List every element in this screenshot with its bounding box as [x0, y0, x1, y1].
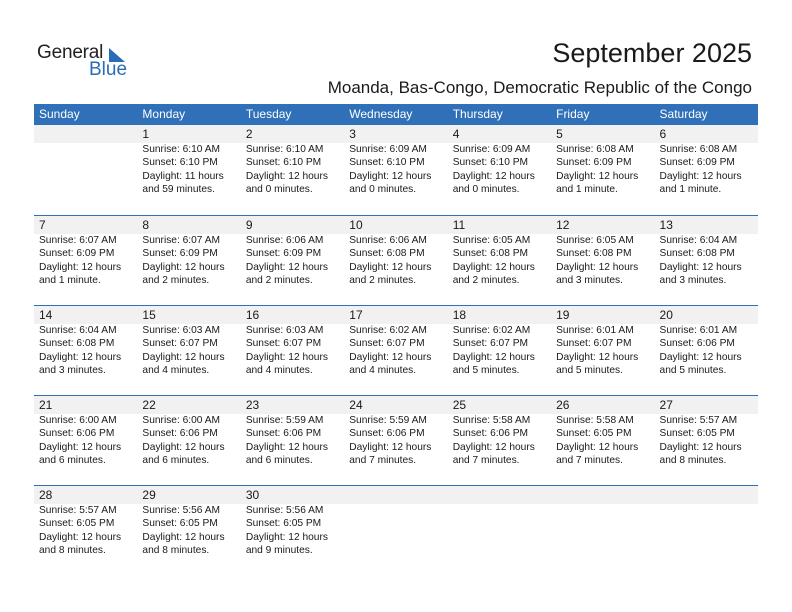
- daylight-minutes: and 1 minute.: [659, 184, 722, 196]
- calendar-week-row: [34, 485, 758, 575]
- day-sun-info: [34, 324, 137, 378]
- daylight-hours: Daylight: 12 hours: [39, 441, 122, 453]
- daylight-hours: Daylight: 12 hours: [556, 170, 639, 182]
- day-number: [551, 486, 654, 504]
- day-number: 18: [448, 306, 551, 324]
- daylight-hours: Daylight: 12 hours: [245, 441, 328, 453]
- sunset-time: Sunset: 6:08 PM: [452, 248, 529, 260]
- sunrise-time: Sunrise: 6:10 AM: [142, 144, 221, 155]
- daylight-hours: Daylight: 12 hours: [245, 351, 328, 363]
- calendar-day-cell: [655, 396, 758, 485]
- daylight-minutes: and 5 minutes.: [659, 365, 727, 377]
- daylight-hours: Daylight: 12 hours: [245, 261, 328, 273]
- day-sun-info: [137, 414, 240, 468]
- daylight-hours: Daylight: 12 hours: [245, 531, 328, 543]
- sunset-time: Sunset: 6:08 PM: [659, 248, 735, 260]
- day-number: 29: [137, 486, 240, 504]
- day-number: 15: [137, 306, 240, 324]
- calendar-day-cell: [655, 306, 758, 395]
- day-number: 24: [344, 396, 447, 414]
- calendar-day-cell: [551, 125, 654, 214]
- daylight-minutes: and 4 minutes.: [349, 365, 417, 377]
- day-sun-info: [655, 324, 758, 378]
- sunset-time: Sunset: 6:10 PM: [349, 157, 425, 169]
- daylight-hours: Daylight: 12 hours: [659, 351, 742, 363]
- sunset-time: Sunset: 6:07 PM: [556, 338, 632, 350]
- daylight-minutes: and 4 minutes.: [142, 365, 210, 377]
- day-sun-info: [551, 143, 654, 197]
- sunset-time: Sunset: 6:07 PM: [349, 338, 425, 350]
- daylight-minutes: and 9 minutes.: [245, 545, 313, 557]
- calendar-week-row: [34, 215, 758, 305]
- calendar-day-cell: [137, 486, 240, 575]
- daylight-hours: Daylight: 12 hours: [349, 351, 432, 363]
- sunrise-time: Sunrise: 6:09 AM: [452, 144, 531, 155]
- day-number: 4: [448, 125, 551, 143]
- day-sun-info: [344, 414, 447, 468]
- day-number: 6: [655, 125, 758, 143]
- day-sun-info: [448, 143, 551, 197]
- day-sun-info: [551, 234, 654, 288]
- calendar-day-cell: [551, 306, 654, 395]
- calendar-day-cell: [344, 396, 447, 485]
- sunset-time: Sunset: 6:05 PM: [39, 518, 115, 530]
- sunrise-time: Sunrise: 6:00 AM: [142, 415, 221, 426]
- daylight-minutes: and 6 minutes.: [245, 455, 313, 467]
- sunrise-time: Sunrise: 6:00 AM: [39, 415, 117, 426]
- calendar-day-cell: [344, 125, 447, 214]
- day-number: 27: [655, 396, 758, 414]
- calendar-day-cell: [34, 396, 137, 485]
- daylight-minutes: and 3 minutes.: [659, 275, 727, 287]
- calendar-week-row: [34, 395, 758, 485]
- daylight-hours: Daylight: 12 hours: [142, 441, 225, 453]
- daylight-minutes: and 5 minutes.: [556, 365, 623, 377]
- day-number: [34, 125, 137, 143]
- sunrise-time: Sunrise: 6:10 AM: [245, 144, 324, 155]
- sunset-time: Sunset: 6:08 PM: [39, 338, 115, 350]
- sunset-time: Sunset: 6:09 PM: [659, 157, 735, 169]
- sunset-time: Sunset: 6:08 PM: [349, 248, 425, 260]
- sunset-time: Sunset: 6:06 PM: [39, 428, 115, 440]
- page-title: September 2025: [552, 38, 752, 68]
- daylight-hours: Daylight: 12 hours: [659, 441, 742, 453]
- sunrise-time: Sunrise: 6:03 AM: [142, 325, 221, 336]
- daylight-minutes: and 59 minutes.: [142, 184, 215, 196]
- day-number: 5: [551, 125, 654, 143]
- sunrise-time: Sunrise: 6:08 AM: [659, 144, 738, 155]
- sunset-time: Sunset: 6:06 PM: [349, 428, 425, 440]
- day-number: 17: [344, 306, 447, 324]
- sunrise-time: Sunrise: 5:57 AM: [659, 415, 738, 426]
- day-sun-info: [241, 324, 344, 378]
- calendar-day-cell: [34, 486, 137, 575]
- calendar-week-row: [34, 305, 758, 395]
- calendar-empty-cell: [655, 486, 758, 575]
- sunset-time: Sunset: 6:10 PM: [245, 157, 322, 169]
- day-sun-info: [241, 143, 344, 197]
- calendar-empty-cell: [34, 125, 137, 214]
- day-number: 13: [655, 216, 758, 234]
- sunrise-time: Sunrise: 6:07 AM: [142, 235, 221, 246]
- daylight-hours: Daylight: 12 hours: [142, 531, 225, 543]
- weekday-label: Tuesday: [245, 107, 292, 121]
- day-sun-info: [551, 414, 654, 468]
- daylight-minutes: and 7 minutes.: [349, 455, 417, 467]
- calendar-day-cell: [137, 396, 240, 485]
- daylight-minutes: and 6 minutes.: [39, 455, 106, 467]
- calendar-day-cell: [448, 125, 551, 214]
- day-number: 25: [448, 396, 551, 414]
- daylight-hours: Daylight: 12 hours: [452, 261, 535, 273]
- daylight-minutes: and 1 minute.: [556, 184, 618, 196]
- day-number: [448, 486, 551, 504]
- sunrise-time: Sunrise: 5:58 AM: [556, 415, 634, 426]
- day-sun-info: [137, 504, 240, 558]
- day-number: 30: [241, 486, 344, 504]
- sunrise-time: Sunrise: 6:02 AM: [349, 325, 427, 336]
- sunrise-time: Sunrise: 5:56 AM: [142, 505, 221, 516]
- sunset-time: Sunset: 6:07 PM: [142, 338, 218, 350]
- sunrise-time: Sunrise: 6:02 AM: [452, 325, 531, 336]
- daylight-hours: Daylight: 12 hours: [142, 351, 225, 363]
- daylight-hours: Daylight: 12 hours: [39, 261, 122, 273]
- calendar-day-cell: [241, 306, 344, 395]
- weeks-container: [34, 125, 758, 575]
- day-number: [655, 486, 758, 504]
- daylight-minutes: and 8 minutes.: [39, 545, 106, 557]
- daylight-minutes: and 8 minutes.: [659, 455, 727, 467]
- day-sun-info: [137, 143, 240, 197]
- day-number: 23: [241, 396, 344, 414]
- day-sun-info: [34, 414, 137, 468]
- daylight-minutes: and 2 minutes.: [349, 275, 417, 287]
- calendar-day-cell: [448, 306, 551, 395]
- calendar-week-row: [34, 125, 758, 215]
- calendar-empty-cell: [551, 486, 654, 575]
- sunset-time: Sunset: 6:10 PM: [452, 157, 529, 169]
- sunrise-time: Sunrise: 6:06 AM: [245, 235, 324, 246]
- sunset-time: Sunset: 6:05 PM: [245, 518, 322, 530]
- day-number: 7: [34, 216, 137, 234]
- daylight-minutes: and 3 minutes.: [556, 275, 623, 287]
- calendar-day-cell: [241, 396, 344, 485]
- day-number: 3: [344, 125, 447, 143]
- day-number: 14: [34, 306, 137, 324]
- location-subtitle: Moanda, Bas-Congo, Democratic Republic of the Congo: [327, 78, 752, 97]
- calendar-day-cell: [344, 216, 447, 305]
- day-sun-info: [655, 414, 758, 468]
- sunrise-time: Sunrise: 5:56 AM: [245, 505, 324, 516]
- day-sun-info: [448, 234, 551, 288]
- day-number: 8: [137, 216, 240, 234]
- weekday-label: Sunday: [39, 107, 80, 121]
- daylight-hours: Daylight: 12 hours: [556, 441, 639, 453]
- sunset-time: Sunset: 6:07 PM: [245, 338, 322, 350]
- day-number: [344, 486, 447, 504]
- day-sun-info: [34, 504, 137, 558]
- daylight-hours: Daylight: 12 hours: [349, 170, 432, 182]
- sunset-time: Sunset: 6:06 PM: [245, 428, 322, 440]
- day-sun-info: [655, 234, 758, 288]
- logo-text-blue: Blue: [89, 59, 128, 80]
- day-number: 12: [551, 216, 654, 234]
- day-sun-info: [448, 414, 551, 468]
- day-number: 9: [241, 216, 344, 234]
- sunset-time: Sunset: 6:06 PM: [659, 338, 735, 350]
- daylight-hours: Daylight: 12 hours: [659, 261, 742, 273]
- daylight-hours: Daylight: 12 hours: [142, 261, 225, 273]
- sunrise-time: Sunrise: 6:01 AM: [556, 325, 634, 336]
- daylight-hours: Daylight: 12 hours: [452, 441, 535, 453]
- daylight-hours: Daylight: 12 hours: [659, 170, 742, 182]
- sunrise-time: Sunrise: 5:58 AM: [452, 415, 531, 426]
- calendar-day-cell: [655, 216, 758, 305]
- logo: [37, 42, 137, 82]
- day-sun-info: [137, 234, 240, 288]
- daylight-minutes: and 2 minutes.: [452, 275, 520, 287]
- daylight-hours: Daylight: 12 hours: [39, 531, 122, 543]
- daylight-minutes: and 0 minutes.: [452, 184, 520, 196]
- day-sun-info: [241, 504, 344, 558]
- day-number: 10: [344, 216, 447, 234]
- daylight-minutes: and 0 minutes.: [349, 184, 417, 196]
- day-number: 28: [34, 486, 137, 504]
- daylight-minutes: and 7 minutes.: [452, 455, 520, 467]
- calendar-day-cell: [551, 396, 654, 485]
- daylight-hours: Daylight: 11 hours: [142, 170, 224, 182]
- calendar-empty-cell: [344, 486, 447, 575]
- day-sun-info: [344, 324, 447, 378]
- sunset-time: Sunset: 6:09 PM: [142, 248, 218, 260]
- sunrise-time: Sunrise: 6:01 AM: [659, 325, 738, 336]
- day-number: 22: [137, 396, 240, 414]
- day-number: 2: [241, 125, 344, 143]
- calendar-day-cell: [655, 125, 758, 214]
- logo-text-general: General: [37, 42, 104, 63]
- calendar-day-cell: [34, 216, 137, 305]
- calendar-day-cell: [344, 306, 447, 395]
- daylight-minutes: and 7 minutes.: [556, 455, 623, 467]
- sunset-time: Sunset: 6:09 PM: [39, 248, 115, 260]
- sunrise-time: Sunrise: 6:08 AM: [556, 144, 634, 155]
- sunrise-time: Sunrise: 6:04 AM: [659, 235, 738, 246]
- calendar-day-cell: [137, 306, 240, 395]
- sunset-time: Sunset: 6:08 PM: [556, 248, 632, 260]
- day-number: 21: [34, 396, 137, 414]
- calendar-day-cell: [241, 486, 344, 575]
- sunrise-time: Sunrise: 6:07 AM: [39, 235, 117, 246]
- daylight-minutes: and 1 minute.: [39, 275, 101, 287]
- weekday-header: [34, 104, 758, 125]
- day-number: 19: [551, 306, 654, 324]
- sunrise-time: Sunrise: 5:57 AM: [39, 505, 117, 516]
- day-sun-info: [448, 324, 551, 378]
- daylight-hours: Daylight: 12 hours: [556, 261, 639, 273]
- daylight-hours: Daylight: 12 hours: [556, 351, 639, 363]
- calendar-day-cell: [34, 306, 137, 395]
- day-sun-info: [241, 234, 344, 288]
- sunset-time: Sunset: 6:06 PM: [452, 428, 529, 440]
- sunrise-time: Sunrise: 6:03 AM: [245, 325, 324, 336]
- daylight-hours: Daylight: 12 hours: [452, 351, 535, 363]
- sunrise-time: Sunrise: 5:59 AM: [349, 415, 427, 426]
- calendar-day-cell: [137, 216, 240, 305]
- weekday-label: Wednesday: [349, 107, 413, 121]
- sunset-time: Sunset: 6:05 PM: [142, 518, 218, 530]
- daylight-minutes: and 2 minutes.: [142, 275, 210, 287]
- daylight-hours: Daylight: 12 hours: [349, 441, 432, 453]
- day-sun-info: [551, 324, 654, 378]
- day-number: 26: [551, 396, 654, 414]
- calendar-grid: [34, 104, 758, 575]
- day-number: 11: [448, 216, 551, 234]
- calendar-day-cell: [448, 396, 551, 485]
- day-number: 20: [655, 306, 758, 324]
- day-sun-info: [344, 143, 447, 197]
- sunrise-time: Sunrise: 6:05 AM: [452, 235, 531, 246]
- sunset-time: Sunset: 6:06 PM: [142, 428, 218, 440]
- day-sun-info: [655, 143, 758, 197]
- weekday-label: Monday: [142, 107, 186, 121]
- sunrise-time: Sunrise: 6:06 AM: [349, 235, 427, 246]
- sunrise-time: Sunrise: 5:59 AM: [245, 415, 324, 426]
- daylight-minutes: and 2 minutes.: [245, 275, 313, 287]
- sunset-time: Sunset: 6:05 PM: [556, 428, 632, 440]
- daylight-minutes: and 5 minutes.: [452, 365, 520, 377]
- sunrise-time: Sunrise: 6:09 AM: [349, 144, 427, 155]
- weekday-label: Friday: [556, 107, 590, 121]
- calendar-day-cell: [448, 216, 551, 305]
- daylight-hours: Daylight: 12 hours: [39, 351, 122, 363]
- weekday-label: Thursday: [452, 107, 503, 121]
- calendar-day-cell: [241, 125, 344, 214]
- day-sun-info: [241, 414, 344, 468]
- day-sun-info: [34, 234, 137, 288]
- sunset-time: Sunset: 6:09 PM: [556, 157, 632, 169]
- calendar-empty-cell: [448, 486, 551, 575]
- calendar-day-cell: [137, 125, 240, 214]
- sunset-time: Sunset: 6:09 PM: [245, 248, 322, 260]
- sunset-time: Sunset: 6:10 PM: [142, 157, 218, 169]
- day-number: 1: [137, 125, 240, 143]
- daylight-hours: Daylight: 12 hours: [452, 170, 535, 182]
- daylight-hours: Daylight: 12 hours: [349, 261, 432, 273]
- daylight-minutes: and 8 minutes.: [142, 545, 210, 557]
- daylight-minutes: and 4 minutes.: [245, 365, 313, 377]
- daylight-minutes: and 6 minutes.: [142, 455, 210, 467]
- day-sun-info: [344, 234, 447, 288]
- daylight-minutes: and 0 minutes.: [245, 184, 313, 196]
- day-sun-info: [137, 324, 240, 378]
- sunset-time: Sunset: 6:05 PM: [659, 428, 735, 440]
- day-number: 16: [241, 306, 344, 324]
- sunrise-time: Sunrise: 6:05 AM: [556, 235, 634, 246]
- daylight-hours: Daylight: 12 hours: [245, 170, 328, 182]
- calendar-day-cell: [241, 216, 344, 305]
- weekday-label: Saturday: [659, 107, 708, 121]
- calendar-day-cell: [551, 216, 654, 305]
- sunrise-time: Sunrise: 6:04 AM: [39, 325, 117, 336]
- sunset-time: Sunset: 6:07 PM: [452, 338, 529, 350]
- daylight-minutes: and 3 minutes.: [39, 365, 106, 377]
